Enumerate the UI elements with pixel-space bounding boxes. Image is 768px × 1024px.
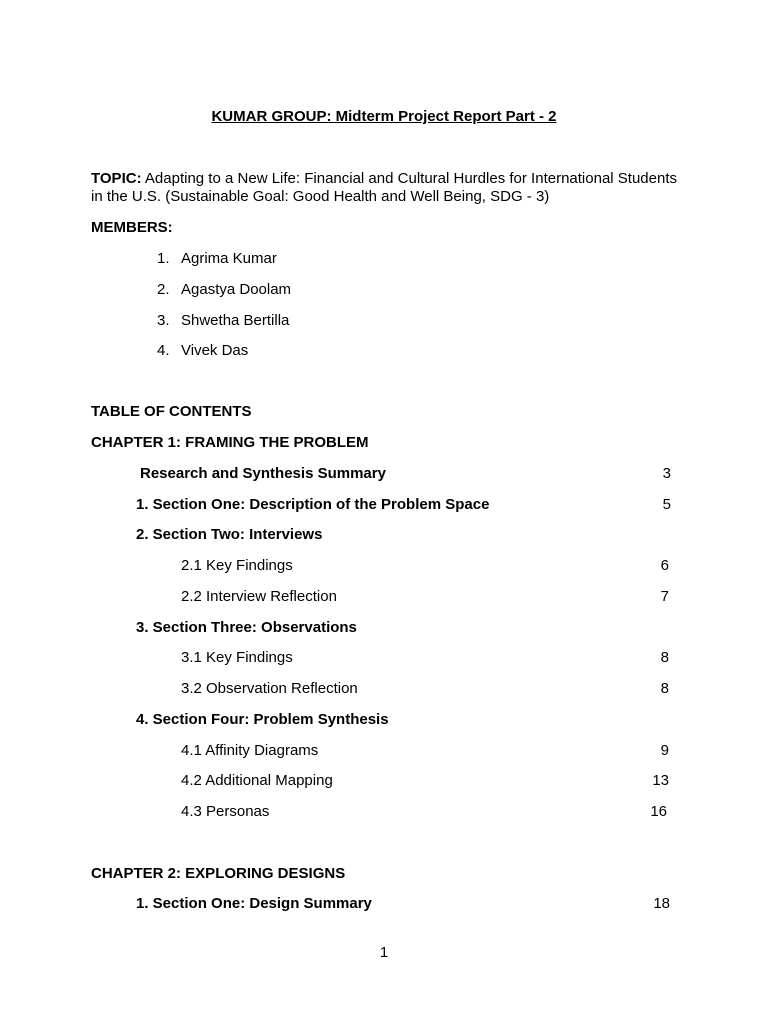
member-item xyxy=(157,250,277,267)
topic-paragraph xyxy=(91,170,677,206)
member-item xyxy=(157,312,289,329)
toc-entry-label: 3. Section Three: Observations xyxy=(136,619,357,636)
member-number: 2. xyxy=(157,281,170,298)
toc-entry-label: 3.1 Key Findings xyxy=(181,649,293,666)
member-number: 3. xyxy=(157,312,170,329)
toc-entry-label: 2.2 Interview Reflection xyxy=(181,588,337,605)
member-item xyxy=(157,342,248,359)
toc-entry-label: 1. Section One: Design Summary xyxy=(136,895,372,912)
toc-entry-page: 8 xyxy=(660,680,669,697)
chapter1-heading: CHAPTER 1: FRAMING THE PROBLEM xyxy=(91,434,369,451)
member-name: Shwetha Bertilla xyxy=(181,312,290,329)
chapter2-heading: CHAPTER 2: EXPLORING DESIGNS xyxy=(91,865,346,882)
member-number: 4. xyxy=(157,342,170,359)
toc-entry-page: 18 xyxy=(653,895,670,912)
toc-entry-label: 3.2 Observation Reflection xyxy=(181,680,358,697)
toc-entry-page: 3 xyxy=(662,465,671,482)
toc-entry-page: 7 xyxy=(660,588,669,605)
toc-entry-page: 5 xyxy=(662,496,671,513)
toc-heading: TABLE OF CONTENTS xyxy=(91,403,252,420)
report-title: KUMAR GROUP: Midterm Project Report Part - 2 xyxy=(211,108,557,125)
member-item xyxy=(157,281,291,298)
toc-entry-label: 4.3 Personas xyxy=(181,803,270,820)
toc-entry-label: 1. Section One: Description of the Problem Space xyxy=(136,496,490,513)
toc-entry-label: 4. Section Four: Problem Synthesis xyxy=(136,711,389,728)
member-number: 1. xyxy=(157,250,170,267)
page-number: 1 xyxy=(379,944,389,961)
toc-entry-page: 13 xyxy=(652,772,669,789)
member-name: Agastya Doolam xyxy=(181,281,292,298)
topic-text: Adapting to a New Life: Financial and Cultural Hurdles for International Students in the U.S. (Sustainable Goal: Good Health and Well Being, SDG - 3) xyxy=(91,170,677,205)
toc-entry-page: 16 xyxy=(650,803,667,820)
toc-entry-label: 2.1 Key Findings xyxy=(181,557,293,574)
toc-entry-page: 8 xyxy=(660,649,669,666)
toc-entry-label: 4.2 Additional Mapping xyxy=(181,772,333,789)
member-name: Vivek Das xyxy=(181,342,249,359)
toc-entry-label: Research and Synthesis Summary xyxy=(140,465,386,482)
members-heading: MEMBERS: xyxy=(91,219,173,236)
member-name: Agrima Kumar xyxy=(181,250,277,267)
toc-entry-label: 4.1 Affinity Diagrams xyxy=(181,742,319,759)
toc-entry-label: 2. Section Two: Interviews xyxy=(136,526,323,543)
toc-entry-page: 6 xyxy=(660,557,669,574)
topic-label: TOPIC: xyxy=(91,170,142,187)
toc-entry-page: 9 xyxy=(660,742,669,759)
